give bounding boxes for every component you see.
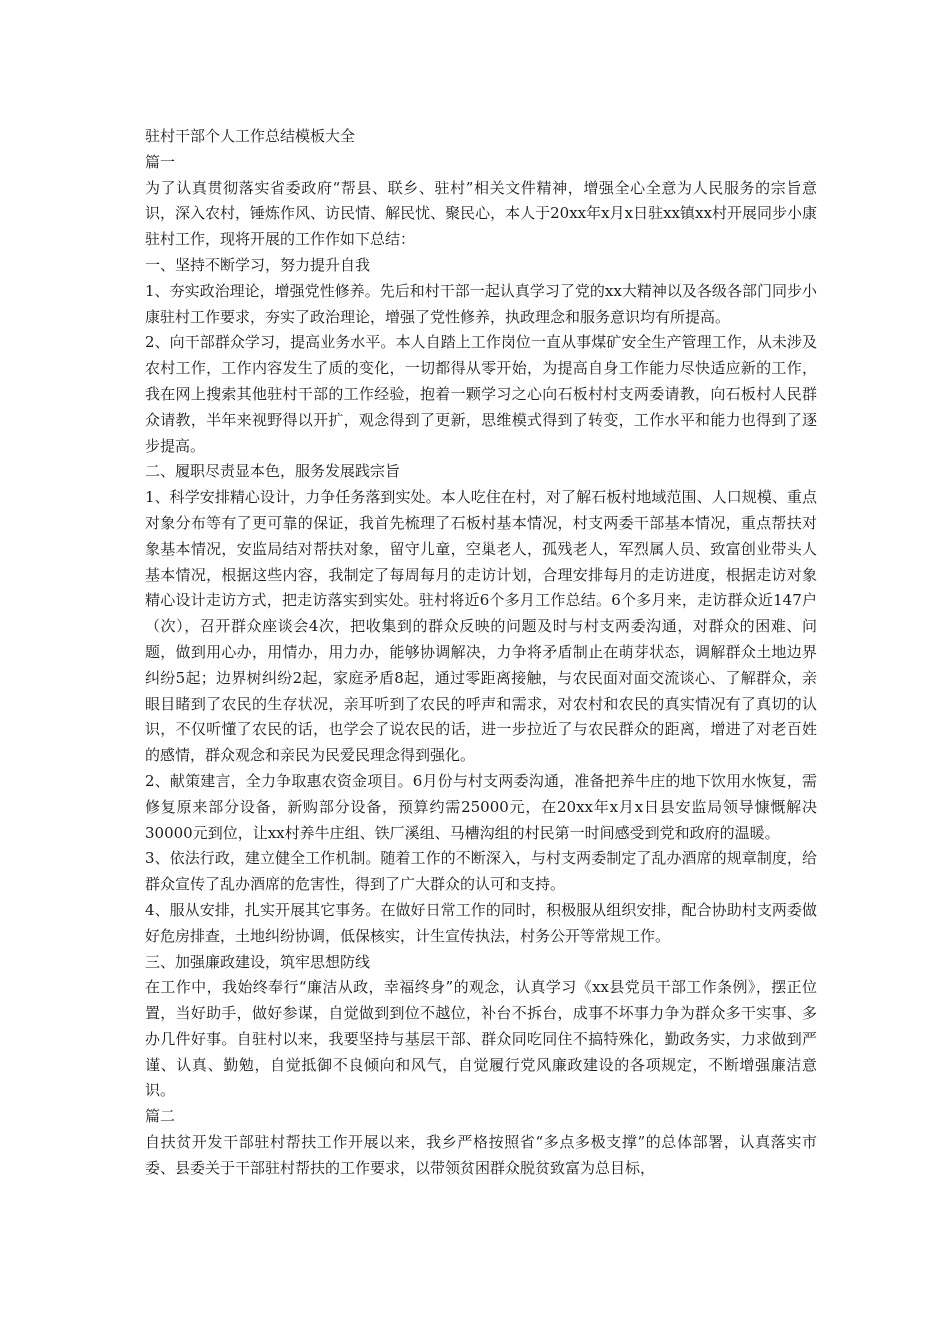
document-body: [145, 124, 817, 1182]
section-heading-part-1: 篇一: [145, 152, 176, 171]
paragraph-part-2-intro: 自扶贫开发干部驻村帮扶工作开展以来，我乡严格按照省“多点多极支撑”的总体部署，认真落实市委、县委关于干部驻村帮扶的工作要求，以带领贫困群众脱贫致富为总目标，: [145, 1133, 817, 1177]
document-title: 驻村干部个人工作总结模板大全: [145, 127, 356, 145]
paragraph-learn-from-masses: 2、向干部群众学习，提高业务水平。本人自踏上工作岗位一直从事煤矿安全生产管理工作，从未涉及农村工作，工作内容发生了质的变化，一切都得从零开始，为提高自身工作能力尽快适应新的工作，我在网上搜索其他驻村干部的工作经验，抱着一颗学习之心向石板村村支两委请教，向石板村人民群众请教，半年来视野得以开扩，观念得到了更新，思维模式得到了转变，工作水平和能力也得到了逐步提高。: [145, 333, 817, 455]
section-heading-part-2: 篇二: [145, 1107, 176, 1126]
paragraph-funding-project: 2、献策建言，全力争取惠农资金项目。6月份与村支两委沟通，准备把养牛庄的地下饮用水恢复，需修复原来部分设备，新购部分设备，预算约需25000元，在20xx年x月x日县安监局领导慷慨解决30000元到位，让xx村养牛庄组、铁厂溪组、马槽沟组的村民第一时间感受到党和政府的温暖。: [145, 771, 817, 842]
intro-paragraph: 为了认真贯彻落实省委政府“帮县、联乡、驻村”相关文件精神，增强全心全意为人民服务的宗旨意识，深入农村，锤炼作风、访民情、解民忧、聚民心，本人于20xx年x月x日驻xx镇xx村开展同步小康驻村工作，现将开展的工作作如下总结：: [145, 178, 817, 249]
paragraph-work-mechanism: 3、依法行政，建立健全工作机制。随着工作的不断深入，与村支两委制定了乱办酒席的规章制度，给群众宣传了乱办酒席的危害性，得到了广大群众的认可和支持。: [145, 849, 817, 894]
heading-study: 一、坚持不断学习，努力提升自我: [145, 255, 371, 274]
paragraph-political-theory: 1、夯实政治理论，增强党性修养。先后和村干部一起认真学习了党的xx大精神以及各级各部门同步小康驻村工作要求，夯实了政治理论，增强了党性修养，执政理念和服务意识均有所提高。: [145, 281, 817, 326]
heading-duties: 二、履职尽责显本色，服务发展践宗旨: [145, 462, 401, 481]
paragraph-integrity: 在工作中，我始终奉行“廉洁从政，幸福终身”的观念，认真学习《xx县党员干部工作条例》，摆正位置，当好助手，做好参谋，自觉做到到位不越位，补台不拆台，成事不坏事力争为群众多干实事、多办几件好事。自驻村以来，我要坚持与基层干部、群众同吃同住不搞特殊化，勤政务实，力求做到严谨、认真、勤勉，自觉抵御不良倾向和风气，自觉履行党风廉政建设的各项规定，不断增强廉洁意识。: [145, 978, 817, 1100]
paragraph-other-affairs: 4、服从安排，扎实开展其它事务。在做好日常工作的同时，积极服从组织安排，配合协助村支两委做好危房排查，土地纠纷协调，低保核实，计生宣传执法，村务公开等常规工作。: [145, 900, 817, 945]
paragraph-visit-planning: 1、科学安排精心设计，力争任务落到实处。本人吃住在村，对了解石板村地域范围、人口规模、重点对象分布等有了更可靠的保证，我首先梳理了石板村基本情况，村支两委干部基本情况，重点帮扶对象基本情况，安监局结对帮扶对象，留守儿童，空巢老人，孤残老人，军烈属人员、致富创业带头人基本情况，根据这些内容，我制定了每周每月的走访计划，合理安排每月的走访进度，根据走访对象精心设计走访方式，把走访落实到实处。驻村将近6个多月工作总结。6个多月来，走访群众近147户（次），召开群众座谈会4次，把收集到的群众反映的问题及时与村支两委沟通，对群众的困难、问题，做到用心办，用情办，用力办，能够协调解决，力争将矛盾制止在萌芽状态，调解群众土地边界纠纷5起；边界树纠纷2起，家庭矛盾8起，通过零距离接触，与农民面对面交流谈心、了解群众，亲眼目睹到了农民的生存状况，亲耳听到了农民的呼声和需求，对农村和农民的真实情况有了真切的认识，不仅听懂了农民的话，也学会了说农民的话，进一步拉近了与农民群众的距离，增进了对老百姓的感情，群众观念和亲民为民爱民理念得到强化。: [145, 488, 817, 765]
heading-integrity: 三、加强廉政建设，筑牢思想防线: [145, 952, 371, 971]
